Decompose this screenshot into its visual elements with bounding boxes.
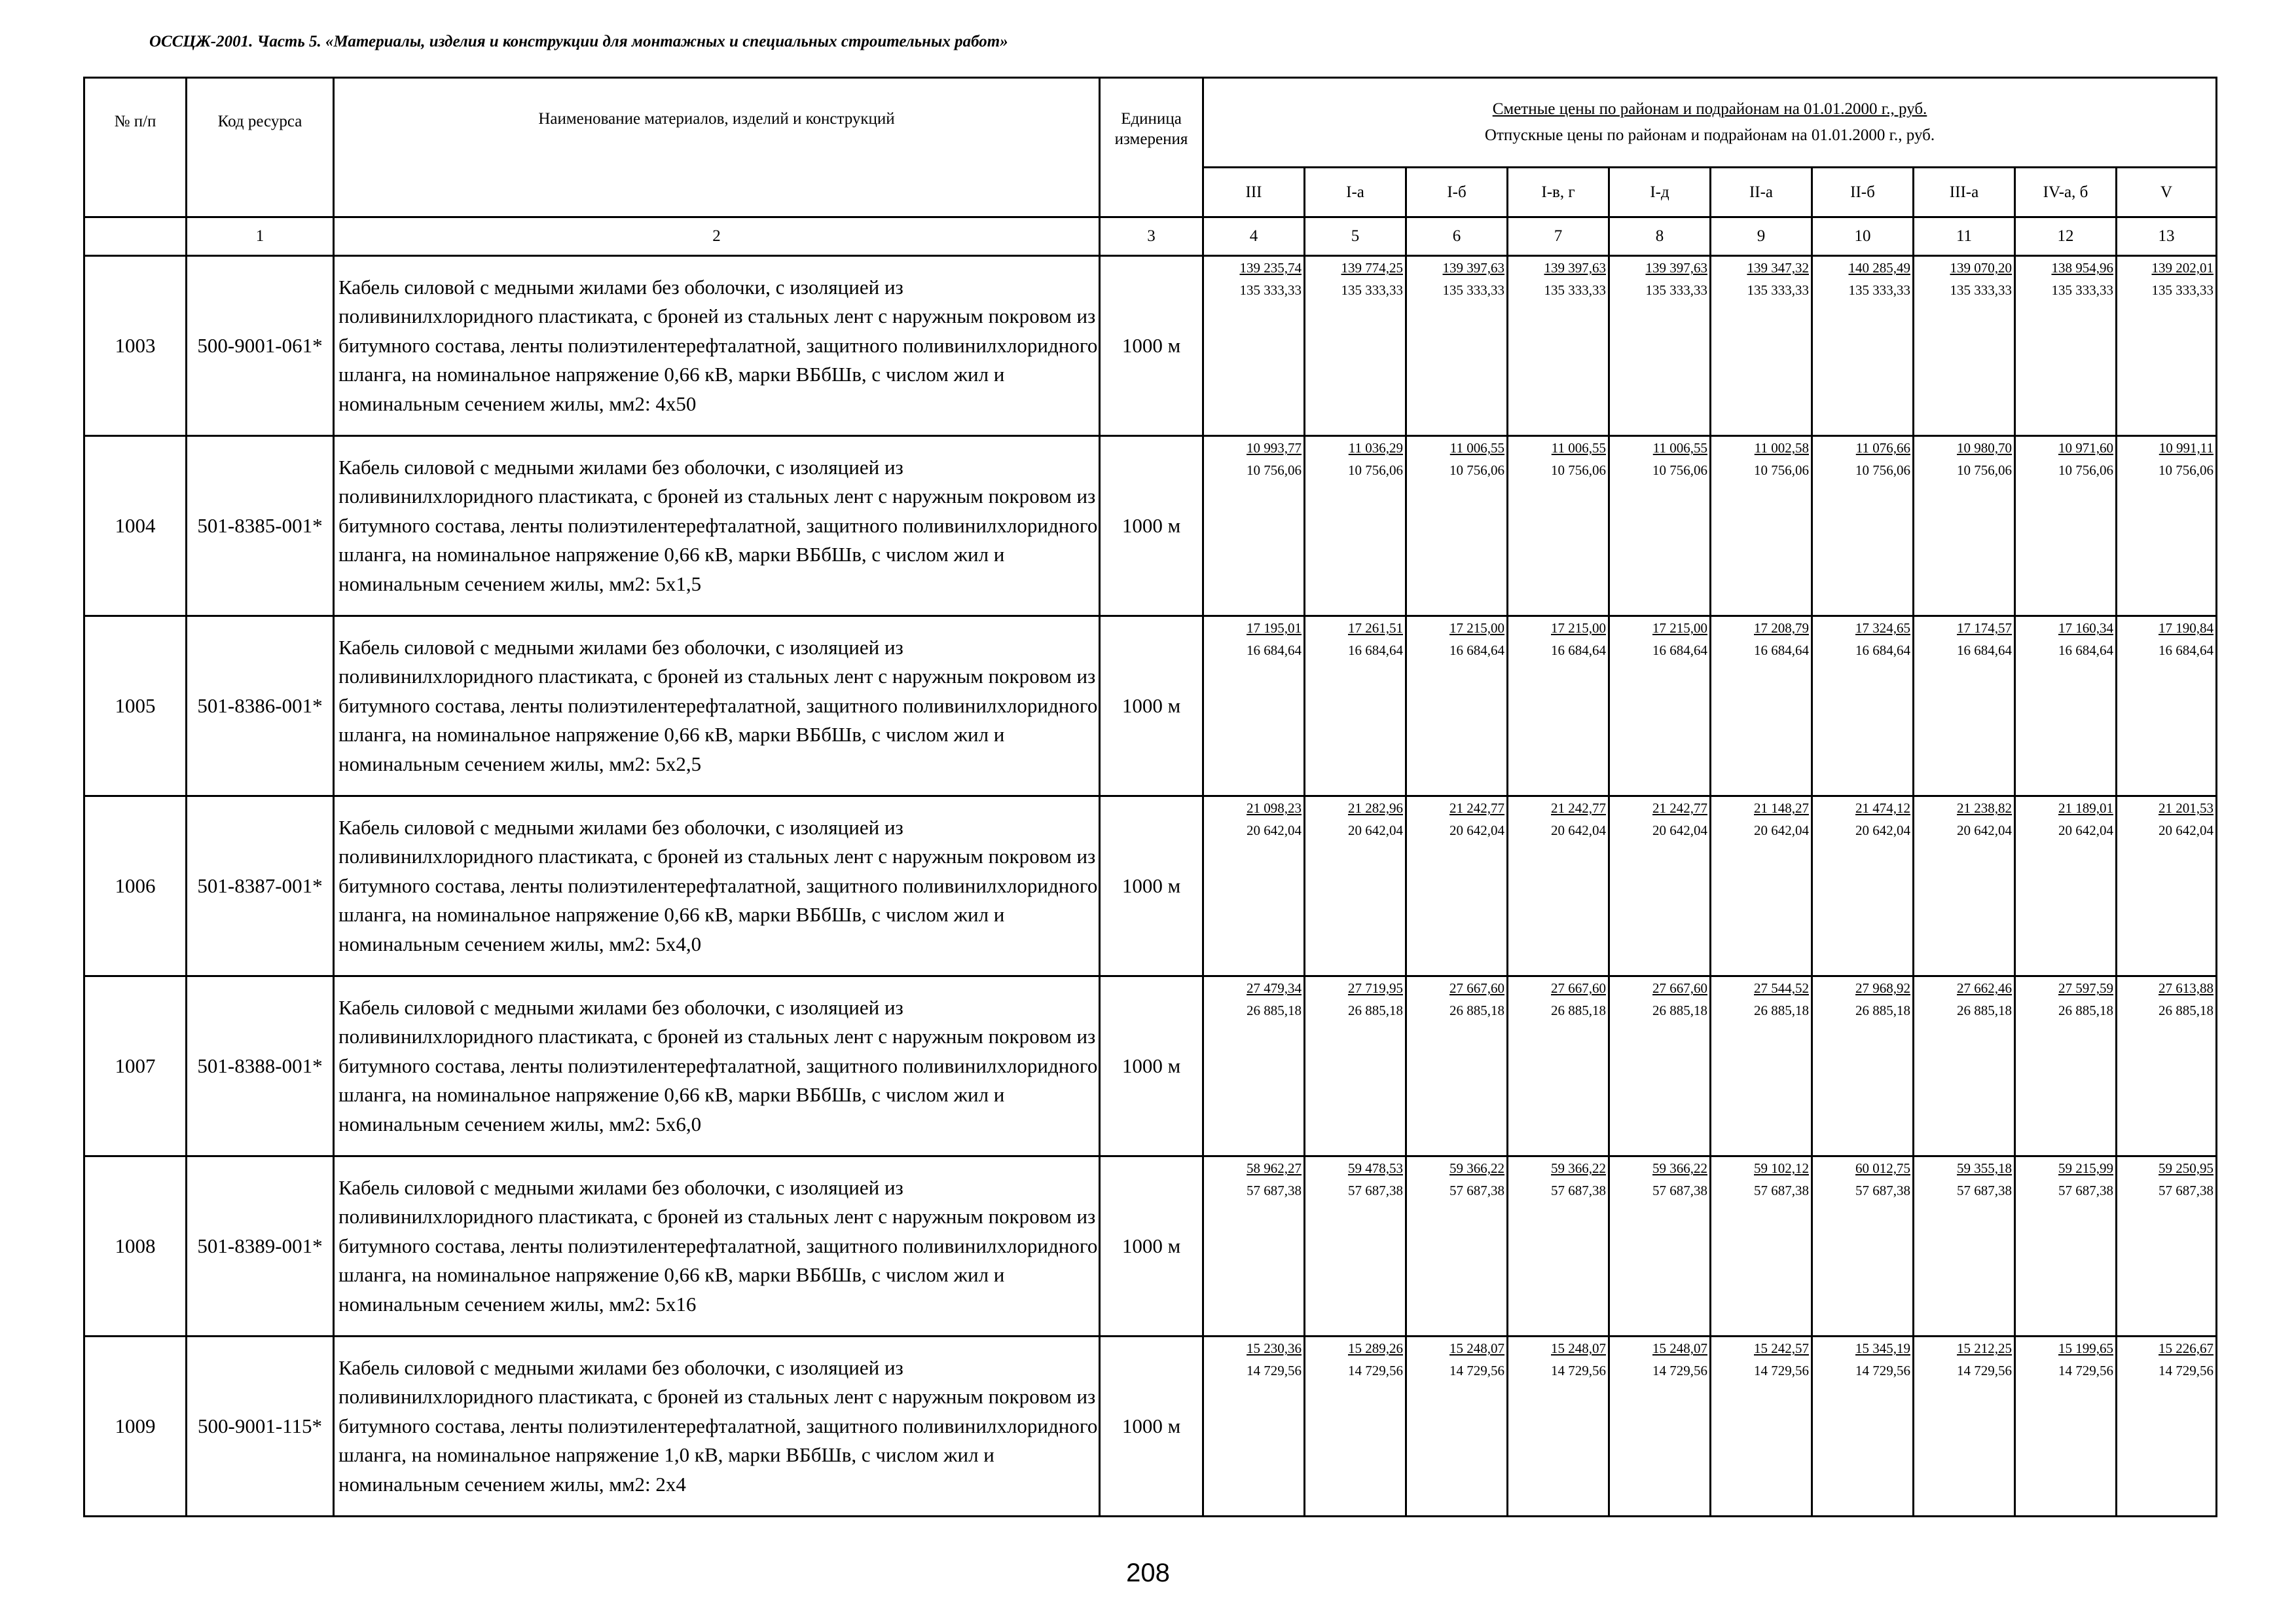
price-cell — [1711, 436, 1812, 616]
release-price: 20 642,04 — [1247, 822, 1302, 838]
material-name: Кабель силовой с медными жилами без оболочки, с изоляцией из поливинилхлоридного пластиката, с броней из стальных лент с наружным покровом из битумного состава, ленты полиэтилентерефталатной, защитного поливинилхлоридного шланга, на номинальное напряжение 0,66 кВ, марки ВБбШв, с числом жил и номинальным сечением жилы, мм2: 5х6,0 — [334, 976, 1100, 1156]
release-price: 26 885,18 — [1551, 1003, 1606, 1018]
price-cell — [1203, 976, 1305, 1156]
release-price: 14 729,56 — [1652, 1363, 1707, 1378]
release-price: 26 885,18 — [1957, 1003, 2012, 1018]
release-price: 57 687,38 — [1754, 1183, 1809, 1198]
price-cell — [2015, 1156, 2117, 1337]
estimate-price: 17 215,00 — [1449, 620, 1504, 636]
price-table — [83, 77, 2217, 1517]
release-price: 135 333,33 — [1848, 282, 1910, 298]
material-name: Кабель силовой с медными жилами без оболочки, с изоляцией из поливинилхлоридного пластиката, с броней из стальных лент с наружным покровом из битумного состава, ленты полиэтилентерефталатной, защитного поливинилхлоридного шланга, на номинальное напряжение 1,0 кВ, марки ВБбШв, с числом жил и номинальным сечением жилы, мм2: 2х4 — [334, 1337, 1100, 1517]
release-price: 57 687,38 — [2159, 1183, 2214, 1198]
price-cell — [1711, 796, 1812, 976]
resource-code: 501-8385-001* — [187, 436, 334, 616]
estimate-price: 59 215,99 — [2058, 1160, 2113, 1176]
column-number: 9 — [1711, 217, 1812, 256]
material-name: Кабель силовой с медными жилами без оболочки, с изоляцией из поливинилхлоридного пластиката, с броней из стальных лент с наружным покровом из битумного состава, ленты полиэтилентерефталатной, защитного поливинилхлоридного шланга, на номинальное напряжение 0,66 кВ, марки ВБбШв, с числом жил и номинальным сечением жилы, мм2: 5х4,0 — [334, 796, 1100, 976]
price-cell — [1508, 436, 1609, 616]
estimate-price: 27 613,88 — [2159, 980, 2214, 996]
column-number: 7 — [1508, 217, 1609, 256]
document-header: ОССЦЖ-2001. Часть 5. «Материалы, изделия и конструкции для монтажных и специальных строительных работ» — [149, 33, 1008, 50]
release-price: 57 687,38 — [2058, 1183, 2113, 1198]
release-price: 57 687,38 — [1652, 1183, 1707, 1198]
release-price: 16 684,64 — [1652, 642, 1707, 658]
price-cell — [1406, 796, 1508, 976]
price-cell — [2117, 1337, 2217, 1517]
release-price: 10 756,06 — [1348, 462, 1403, 478]
release-price: 10 756,06 — [1652, 462, 1707, 478]
page-number: 208 — [1126, 1559, 1170, 1587]
release-price: 16 684,64 — [1247, 642, 1302, 658]
estimate-price: 27 667,60 — [1652, 980, 1707, 996]
estimate-price: 15 248,07 — [1449, 1340, 1504, 1356]
price-cell — [2015, 256, 2117, 436]
resource-code: 501-8389-001* — [187, 1156, 334, 1337]
estimate-price: 17 190,84 — [2159, 620, 2214, 636]
estimate-price: 17 160,34 — [2058, 620, 2113, 636]
release-price: 26 885,18 — [2058, 1003, 2113, 1018]
estimate-price: 21 238,82 — [1957, 800, 2012, 816]
price-cell — [1812, 436, 1914, 616]
material-name: Кабель силовой с медными жилами без оболочки, с изоляцией из поливинилхлоридного пластиката, с броней из стальных лент с наружным покровом из битумного состава, ленты полиэтилентерефталатной, защитного поливинилхлоридного шланга, на номинальное напряжение 0,66 кВ, марки ВБбШв, с числом жил и номинальным сечением жилы, мм2: 4х50 — [334, 256, 1100, 436]
region-header: II-а — [1711, 168, 1812, 217]
table-body — [84, 256, 2217, 1517]
unit-of-measure: 1000 м — [1100, 256, 1203, 436]
release-price: 14 729,56 — [1348, 1363, 1403, 1378]
table-row — [84, 256, 2217, 436]
header-price-estimate: Сметные цены по районам и подрайонам на 01.01.2000 г., руб. — [1492, 100, 1927, 119]
price-cell — [1914, 1337, 2015, 1517]
release-price: 16 684,64 — [1957, 642, 2012, 658]
row-number: 1004 — [84, 436, 187, 616]
estimate-price: 17 261,51 — [1348, 620, 1403, 636]
release-price: 135 333,33 — [1239, 282, 1302, 298]
estimate-price: 17 174,57 — [1957, 620, 2012, 636]
price-cell — [1914, 976, 2015, 1156]
estimate-price: 15 345,19 — [1855, 1340, 1910, 1356]
release-price: 10 756,06 — [1551, 462, 1606, 478]
unit-of-measure: 1000 м — [1100, 616, 1203, 796]
resource-code: 501-8386-001* — [187, 616, 334, 796]
column-number: 11 — [1914, 217, 2015, 256]
release-price: 135 333,33 — [1950, 282, 2012, 298]
column-number: 2 — [334, 217, 1100, 256]
column-number: 13 — [2117, 217, 2217, 256]
release-price: 20 642,04 — [1348, 822, 1403, 838]
row-number: 1008 — [84, 1156, 187, 1337]
release-price: 10 756,06 — [1855, 462, 1910, 478]
region-header: I-а — [1305, 168, 1406, 217]
release-price: 14 729,56 — [1449, 1363, 1504, 1378]
estimate-price: 17 324,65 — [1855, 620, 1910, 636]
price-cell — [1812, 616, 1914, 796]
price-cell — [1508, 616, 1609, 796]
price-cell — [1812, 256, 1914, 436]
price-cell — [1508, 1337, 1609, 1517]
release-price: 10 756,06 — [1247, 462, 1302, 478]
release-price: 14 729,56 — [1754, 1363, 1809, 1378]
price-cell — [1609, 1156, 1711, 1337]
region-header: II-б — [1812, 168, 1914, 217]
region-header: I-б — [1406, 168, 1508, 217]
region-header: IV-а, б — [2015, 168, 2117, 217]
price-cell — [1406, 436, 1508, 616]
column-number: 8 — [1609, 217, 1711, 256]
release-price: 14 729,56 — [1957, 1363, 2012, 1378]
region-header: III-а — [1914, 168, 2015, 217]
estimate-price: 17 215,00 — [1652, 620, 1707, 636]
release-price: 57 687,38 — [1957, 1183, 2012, 1198]
estimate-price: 11 006,55 — [1652, 440, 1707, 456]
release-price: 16 684,64 — [1754, 642, 1809, 658]
price-cell — [1406, 616, 1508, 796]
price-cell — [1305, 1337, 1406, 1517]
price-cell — [2117, 436, 2217, 616]
estimate-price: 21 242,77 — [1449, 800, 1504, 816]
table-row — [84, 1337, 2217, 1517]
row-number: 1006 — [84, 796, 187, 976]
unit-of-measure: 1000 м — [1100, 796, 1203, 976]
release-price: 14 729,56 — [1551, 1363, 1606, 1378]
release-price: 135 333,33 — [1442, 282, 1504, 298]
table-row — [84, 1156, 2217, 1337]
release-price: 26 885,18 — [1449, 1003, 1504, 1018]
price-cell — [1609, 616, 1711, 796]
header-num: № п/п — [84, 78, 187, 217]
estimate-price: 27 544,52 — [1754, 980, 1809, 996]
unit-of-measure: 1000 м — [1100, 976, 1203, 1156]
column-number-row — [84, 217, 2217, 256]
estimate-price: 27 667,60 — [1551, 980, 1606, 996]
release-price: 135 333,33 — [1544, 282, 1606, 298]
price-cell — [1609, 796, 1711, 976]
row-number: 1007 — [84, 976, 187, 1156]
release-price: 16 684,64 — [1449, 642, 1504, 658]
price-cell — [1406, 256, 1508, 436]
price-cell — [1711, 1337, 1812, 1517]
price-cell — [1305, 616, 1406, 796]
price-cell — [1914, 616, 2015, 796]
column-number: 12 — [2015, 217, 2117, 256]
column-number: 3 — [1100, 217, 1203, 256]
header-price-release: Отпускные цены по районам и подрайонам на 01.01.2000 г., руб. — [1484, 126, 1935, 145]
price-cell — [1812, 1337, 1914, 1517]
release-price: 14 729,56 — [1855, 1363, 1910, 1378]
estimate-price: 17 208,79 — [1754, 620, 1809, 636]
price-cell — [1711, 976, 1812, 1156]
estimate-price: 21 282,96 — [1348, 800, 1403, 816]
price-cell — [1203, 1337, 1305, 1517]
estimate-price: 15 242,57 — [1754, 1340, 1809, 1356]
estimate-price: 139 397,63 — [1544, 260, 1606, 276]
estimate-price: 27 968,92 — [1855, 980, 1910, 996]
estimate-price: 21 098,23 — [1247, 800, 1302, 816]
release-price: 16 684,64 — [1551, 642, 1606, 658]
unit-of-measure: 1000 м — [1100, 1337, 1203, 1517]
price-cell — [1914, 256, 2015, 436]
estimate-price: 21 242,77 — [1652, 800, 1707, 816]
release-price: 20 642,04 — [1957, 822, 2012, 838]
price-cell — [1711, 616, 1812, 796]
estimate-price: 59 366,22 — [1652, 1160, 1707, 1176]
price-cell — [1406, 1337, 1508, 1517]
row-number: 1003 — [84, 256, 187, 436]
table-row — [84, 796, 2217, 976]
estimate-price: 59 250,95 — [2159, 1160, 2214, 1176]
price-cell — [1508, 976, 1609, 1156]
estimate-price: 15 230,36 — [1247, 1340, 1302, 1356]
price-cell — [1305, 976, 1406, 1156]
estimate-price: 15 226,67 — [2159, 1340, 2214, 1356]
price-cell — [1609, 436, 1711, 616]
price-cell — [1914, 436, 2015, 616]
price-cell — [2117, 256, 2217, 436]
estimate-price: 59 102,12 — [1754, 1160, 1809, 1176]
estimate-price: 21 474,12 — [1855, 800, 1910, 816]
estimate-price: 10 993,77 — [1247, 440, 1302, 456]
estimate-price: 11 006,55 — [1551, 440, 1606, 456]
estimate-price: 138 954,96 — [2051, 260, 2113, 276]
release-price: 10 756,06 — [1449, 462, 1504, 478]
release-price: 135 333,33 — [1341, 282, 1403, 298]
price-cell — [1914, 796, 2015, 976]
release-price: 20 642,04 — [2058, 822, 2113, 838]
price-cell — [1711, 1156, 1812, 1337]
release-price: 57 687,38 — [1348, 1183, 1403, 1198]
material-name: Кабель силовой с медными жилами без оболочки, с изоляцией из поливинилхлоридного пластиката, с броней из стальных лент с наружным покровом из битумного состава, ленты полиэтилентерефталатной, защитного поливинилхлоридного шланга, на номинальное напряжение 0,66 кВ, марки ВБбШв, с числом жил и номинальным сечением жилы, мм2: 5х16 — [334, 1156, 1100, 1337]
estimate-price: 59 355,18 — [1957, 1160, 2012, 1176]
header-unit: Единица измерения — [1100, 78, 1203, 217]
estimate-price: 15 248,07 — [1652, 1340, 1707, 1356]
estimate-price: 21 242,77 — [1551, 800, 1606, 816]
price-cell — [1508, 796, 1609, 976]
price-cell — [1812, 796, 1914, 976]
estimate-price: 17 195,01 — [1247, 620, 1302, 636]
price-cell — [1609, 976, 1711, 1156]
column-number: 10 — [1812, 217, 1914, 256]
estimate-price: 27 662,46 — [1957, 980, 2012, 996]
price-cell — [1203, 1156, 1305, 1337]
estimate-price: 21 148,27 — [1754, 800, 1809, 816]
estimate-price: 17 215,00 — [1551, 620, 1606, 636]
price-cell — [1812, 976, 1914, 1156]
release-price: 20 642,04 — [1449, 822, 1504, 838]
release-price: 57 687,38 — [1449, 1183, 1504, 1198]
region-header: I-д — [1609, 168, 1711, 217]
release-price: 20 642,04 — [1652, 822, 1707, 838]
row-number: 1005 — [84, 616, 187, 796]
estimate-price: 60 012,75 — [1855, 1160, 1910, 1176]
release-price: 20 642,04 — [1551, 822, 1606, 838]
price-cell — [1508, 1156, 1609, 1337]
row-number: 1009 — [84, 1337, 187, 1517]
release-price: 135 333,33 — [1747, 282, 1809, 298]
estimate-price: 58 962,27 — [1247, 1160, 1302, 1176]
estimate-price: 59 478,53 — [1348, 1160, 1403, 1176]
estimate-price: 139 202,01 — [2151, 260, 2214, 276]
release-price: 20 642,04 — [2159, 822, 2214, 838]
unit-of-measure: 1000 м — [1100, 1156, 1203, 1337]
column-number: 1 — [187, 217, 334, 256]
price-cell — [1609, 1337, 1711, 1517]
estimate-price: 21 201,53 — [2159, 800, 2214, 816]
price-cell — [2015, 436, 2117, 616]
estimate-price: 27 479,34 — [1247, 980, 1302, 996]
price-cell — [2117, 616, 2217, 796]
price-cell — [1305, 1156, 1406, 1337]
estimate-price: 139 235,74 — [1239, 260, 1302, 276]
price-cell — [2117, 796, 2217, 976]
release-price: 14 729,56 — [2058, 1363, 2113, 1378]
table-row — [84, 976, 2217, 1156]
price-cell — [1406, 976, 1508, 1156]
estimate-price: 139 347,32 — [1747, 260, 1809, 276]
column-number: 4 — [1203, 217, 1305, 256]
release-price: 26 885,18 — [1652, 1003, 1707, 1018]
release-price: 14 729,56 — [1247, 1363, 1302, 1378]
unit-of-measure: 1000 м — [1100, 436, 1203, 616]
header-code: Код ресурса — [187, 78, 334, 217]
price-cell — [1203, 616, 1305, 796]
price-cell — [1203, 436, 1305, 616]
release-price: 10 756,06 — [2159, 462, 2214, 478]
region-header: V — [2117, 168, 2217, 217]
release-price: 10 756,06 — [1957, 462, 2012, 478]
release-price: 16 684,64 — [2159, 642, 2214, 658]
table-row — [84, 436, 2217, 616]
price-cell — [1406, 1156, 1508, 1337]
header-name: Наименование материалов, изделий и конструкций — [334, 78, 1100, 217]
release-price: 57 687,38 — [1855, 1183, 1910, 1198]
estimate-price: 15 289,26 — [1348, 1340, 1403, 1356]
estimate-price: 15 212,25 — [1957, 1340, 2012, 1356]
resource-code: 500-9001-115* — [187, 1337, 334, 1517]
estimate-price: 10 980,70 — [1957, 440, 2012, 456]
price-cell — [1203, 796, 1305, 976]
header-prices — [1203, 78, 2217, 168]
estimate-price: 59 366,22 — [1449, 1160, 1504, 1176]
release-price: 16 684,64 — [2058, 642, 2113, 658]
price-cell — [1914, 1156, 2015, 1337]
price-cell — [2015, 616, 2117, 796]
estimate-price: 59 366,22 — [1551, 1160, 1606, 1176]
release-price: 26 885,18 — [1855, 1003, 1910, 1018]
release-price: 26 885,18 — [1348, 1003, 1403, 1018]
estimate-price: 27 719,95 — [1348, 980, 1403, 996]
release-price: 16 684,64 — [1855, 642, 1910, 658]
price-cell — [1711, 256, 1812, 436]
estimate-price: 11 036,29 — [1348, 440, 1403, 456]
price-cell — [1305, 796, 1406, 976]
release-price: 57 687,38 — [1551, 1183, 1606, 1198]
estimate-price: 139 397,63 — [1645, 260, 1707, 276]
price-cell — [2117, 976, 2217, 1156]
region-header: I-в, г — [1508, 168, 1609, 217]
estimate-price: 139 070,20 — [1950, 260, 2012, 276]
estimate-price: 15 199,65 — [2058, 1340, 2113, 1356]
resource-code: 501-8387-001* — [187, 796, 334, 976]
estimate-price: 21 189,01 — [2058, 800, 2113, 816]
region-header: III — [1203, 168, 1305, 217]
price-cell — [2117, 1156, 2217, 1337]
release-price: 26 885,18 — [2159, 1003, 2214, 1018]
estimate-price: 10 991,11 — [2159, 440, 2214, 456]
column-number: 6 — [1406, 217, 1508, 256]
release-price: 26 885,18 — [1247, 1003, 1302, 1018]
price-cell — [2015, 976, 2117, 1156]
estimate-price: 139 774,25 — [1341, 260, 1403, 276]
column-number: 5 — [1305, 217, 1406, 256]
release-price: 26 885,18 — [1754, 1003, 1809, 1018]
resource-code: 501-8388-001* — [187, 976, 334, 1156]
estimate-price: 11 006,55 — [1449, 440, 1504, 456]
release-price: 20 642,04 — [1855, 822, 1910, 838]
column-number — [84, 217, 187, 256]
release-price: 135 333,33 — [2151, 282, 2214, 298]
price-cell — [1305, 436, 1406, 616]
estimate-price: 140 285,49 — [1848, 260, 1910, 276]
release-price: 57 687,38 — [1247, 1183, 1302, 1198]
estimate-price: 11 002,58 — [1754, 440, 1809, 456]
resource-code: 500-9001-061* — [187, 256, 334, 436]
material-name: Кабель силовой с медными жилами без оболочки, с изоляцией из поливинилхлоридного пластиката, с броней из стальных лент с наружным покровом из битумного состава, ленты полиэтилентерефталатной, защитного поливинилхлоридного шланга, на номинальное напряжение 0,66 кВ, марки ВБбШв, с числом жил и номинальным сечением жилы, мм2: 5х2,5 — [334, 616, 1100, 796]
price-cell — [1609, 256, 1711, 436]
material-name: Кабель силовой с медными жилами без оболочки, с изоляцией из поливинилхлоридного пластиката, с броней из стальных лент с наружным покровом из битумного состава, ленты полиэтилентерефталатной, защитного поливинилхлоридного шланга, на номинальное напряжение 0,66 кВ, марки ВБбШв, с числом жил и номинальным сечением жилы, мм2: 5х1,5 — [334, 436, 1100, 616]
estimate-price: 15 248,07 — [1551, 1340, 1606, 1356]
release-price: 14 729,56 — [2159, 1363, 2214, 1378]
estimate-price: 11 076,66 — [1855, 440, 1910, 456]
price-cell — [2015, 1337, 2117, 1517]
estimate-price: 10 971,60 — [2058, 440, 2113, 456]
price-cell — [1203, 256, 1305, 436]
release-price: 10 756,06 — [1754, 462, 1809, 478]
estimate-price: 139 397,63 — [1442, 260, 1504, 276]
price-cell — [2015, 796, 2117, 976]
price-cell — [1305, 256, 1406, 436]
release-price: 135 333,33 — [1645, 282, 1707, 298]
estimate-price: 27 597,59 — [2058, 980, 2113, 996]
table-row — [84, 616, 2217, 796]
release-price: 20 642,04 — [1754, 822, 1809, 838]
price-cell — [1508, 256, 1609, 436]
release-price: 135 333,33 — [2051, 282, 2113, 298]
estimate-price: 27 667,60 — [1449, 980, 1504, 996]
release-price: 16 684,64 — [1348, 642, 1403, 658]
price-cell — [1812, 1156, 1914, 1337]
release-price: 10 756,06 — [2058, 462, 2113, 478]
